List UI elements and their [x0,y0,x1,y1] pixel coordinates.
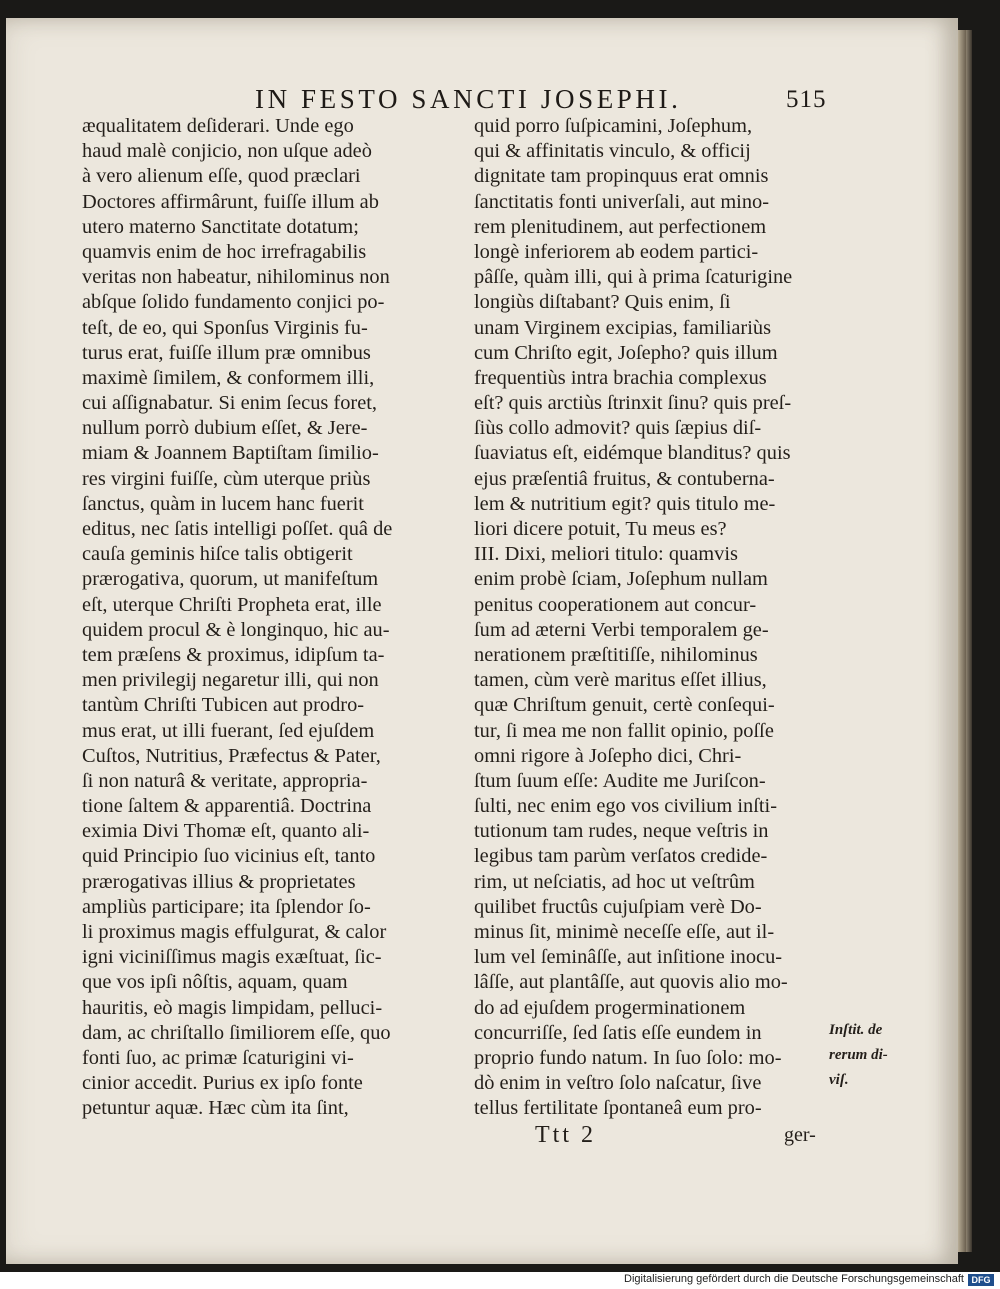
text-line: dò enim in veſtro ſolo naſcatur, ſive [474,1072,762,1095]
text-line: ampliùs participare; ita ſplendor ſo- [82,895,371,918]
text-line: penitus cooperationem aut concur- [474,593,757,616]
catchword: ger- [784,1124,816,1146]
page-edge [958,30,966,1252]
running-head [0,84,1000,114]
footer-credit: Digitalisierung gefördert durch die Deutsche Forschungsgemeinschaft [624,1273,964,1285]
signature-mark: Ttt 2 [535,1122,596,1148]
text-line: li proximus magis effulgurat, & calor [82,921,387,943]
text-line: tur, ſi mea me non fallit opinio, poſſe [474,719,774,742]
footer-bar [0,1272,1000,1289]
text-line: proprio fundo natum. In ſuo ſolo: mo- [474,1046,782,1069]
text-line: veritas non habeatur, nihilominus non [82,266,390,289]
margin-note [829,1021,909,1097]
text-line: mus erat, ut illi fuerant, ſed ejuſdem [82,719,375,742]
text-line: cum Chriſto egit, Joſepho? quis illum [474,341,778,364]
text-line: frequentiùs intra brachia complexus [474,366,767,389]
text-line: rem plenitudinem, aut perfectionem [474,215,767,238]
text-line: men privilegij negaretur illi, qui non [82,669,379,692]
page-number: 515 [786,86,827,113]
text-line: legibus tam parùm verſatos credide- [474,845,768,868]
text-line: III. Dixi, meliori titulo: quamvis [474,543,738,566]
text-line: unam Virginem excipias, familiariùs [474,316,772,339]
text-line: liori dicere potuit, Tu meus es? [474,518,727,540]
text-line: tione ſaltem & apparentiâ. Doctrina [82,795,372,818]
text-line: ſtum ſuum eſſe: Audite me Juriſcon- [474,769,766,792]
margin-note-line: rerum di- [829,1047,888,1064]
text-line: eximia Divi Thomæ eſt, quanto ali- [82,820,370,843]
text-line: cui aſſignabatur. Si enim ſecus foret, [82,392,378,415]
margin-note-line: viſ. [829,1072,849,1089]
text-line: res virgini fuiſſe, cùm uterque priùs [82,467,371,490]
text-line: tutionum tam rudes, neque veſtris in [474,820,769,843]
text-line: quæ Chriſtum genuit, certè conſequi- [474,694,775,717]
text-line: tantùm Chriſti Tubicen aut prodro- [82,694,365,717]
text-line: longè inferiorem ab eodem partici- [474,240,759,263]
text-line: eſt, uterque Chriſti Propheta erat, ille [82,593,382,616]
text-line: ſanctitatis fonti univerſali, aut mino- [474,190,770,213]
text-line: Cuſtos, Nutritius, Præfectus & Pater, [82,744,381,767]
text-line: nullum porrò dubium eſſet, & Jere- [82,417,368,440]
text-line: æqualitatem deſiderari. Unde ego [82,115,354,137]
text-line: pâſſe, quàm illi, qui à prima ſcaturigine [474,266,793,289]
text-line: nerationem præſtitiſſe, nihilominus [474,643,758,666]
text-line: teſt, de eo, qui Sponſus Virginis fu- [82,316,368,339]
text-line: turus erat, fuiſſe illum præ omnibus [82,341,371,364]
text-line: lâſſe, aut plantâſſe, aut quovis alio mo- [474,971,788,994]
text-line: quilibet fructûs cujuſpiam verè Do- [474,895,762,918]
text-line: rim, ut neſciatis, ad hoc ut veſtrûm [474,870,755,893]
text-line: ſiùs collo admovit? quis ſæpius diſ- [474,417,762,440]
text-line: enim probè ſciam, Joſephum nullam [474,568,768,591]
page-edge-shadow [966,30,972,1252]
text-line: abſque ſolido fundamento conjici po- [82,291,385,314]
text-line: prærogativa, quorum, ut manifeſtum [82,568,379,591]
text-line: petuntur aquæ. Hæc cùm ita ſint, [82,1097,349,1120]
text-line: quid Principio ſuo vicinius eſt, tanto [82,845,376,868]
text-line: maximè ſimilem, & conformem illi, [82,366,375,389]
text-line: dignitate tam propinquus erat omnis [474,165,769,188]
text-line: editus, nec ſatis intelligi poſſet. quâ de [82,518,393,540]
text-line: concurriſſe, ſed ſatis eſſe eundem in [474,1021,762,1044]
text-line: longiùs diſtabant? Quis enim, ſi [474,291,731,314]
text-line: minus ſit, minimè neceſſe eſſe, aut il- [474,921,775,943]
text-line: tamen, cùm verè maritus eſſet illius, [474,669,767,692]
text-line: cinior accedit. Purius ex ipſo fonte [82,1072,363,1095]
text-line: lum vel ſeminâſſe, aut inſitione inocu- [474,946,783,969]
text-line: utero materno Sanctitate dotatum; [82,215,359,238]
text-line: cauſa geminis hiſce talis obtigerit [82,543,353,566]
text-line: qui & affinitatis vinculo, & officij [474,140,751,163]
text-line: quid porro ſuſpicamini, Joſephum, [474,115,753,137]
text-line: haud malè conjicio, non uſque adeò [82,140,372,163]
text-line: ſanctus, quàm in lucem hanc fuerit [82,492,364,515]
text-line: que vos ipſi nôſtis, aquam, quam [82,971,348,994]
left-column [82,114,458,1122]
text-line: ejus præſentiâ fruitus, & contuberna- [474,467,775,490]
text-line: do ad ejuſdem progerminationem [474,996,746,1019]
text-line: prærogativas illius & proprietates [82,870,356,893]
text-line: omni rigore à Joſepho dici, Chri- [474,744,742,767]
text-line: ſulti, nec enim ego vos civilium inſti- [474,795,777,818]
text-line: quidem procul & è longinquo, hic au- [82,618,390,641]
text-line: Doctores affirmârunt, fuiſſe illum ab [82,190,379,213]
right-column [474,114,826,1122]
text-line: igni viciniſſimus magis exæſtuat, ſic- [82,946,382,969]
text-line: lem & nutritium egit? quis titulo me- [474,492,776,515]
text-line: quamvis enim de hoc irrefragabilis [82,240,367,263]
running-title: IN FESTO SANCTI JOSEPHI. [255,84,682,114]
margin-note-line: Inſtit. de [829,1022,883,1038]
text-line: tem præſens & proximus, idipſum ta- [82,643,385,666]
text-line: fonti ſuo, ac primæ ſcaturigini vi- [82,1046,354,1069]
text-line: ſum ad æterni Verbi temporalem ge- [474,618,769,641]
text-line: à vero alienum eſſe, quod præclari [82,165,361,188]
text-line: tellus fertilitate ſpontaneâ eum pro- [474,1097,762,1120]
dfg-logo: DFG [968,1274,994,1286]
text-line: miam & Joannem Baptiſtam ſimilio- [82,442,379,465]
text-line: dam, ac chriſtallo ſimiliorem eſſe, quo [82,1021,391,1044]
text-line: ſi non naturâ & veritate, appropria- [82,769,368,792]
text-line: hauritis, eò magis limpidam, pelluci- [82,996,383,1019]
text-line: eſt? quis arctiùs ſtrinxit ſinu? quis preſ- [474,392,792,415]
text-line: ſuaviatus eſt, eidémque blanditus? quis [474,442,791,465]
